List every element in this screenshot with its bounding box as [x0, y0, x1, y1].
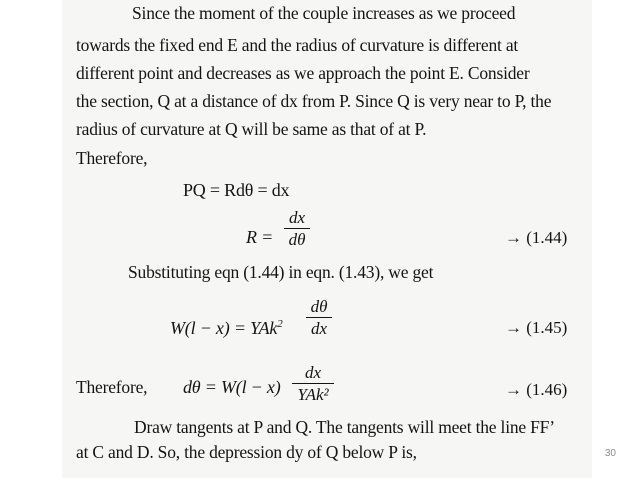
eq-144-fraction — [284, 208, 310, 249]
text-line: Since the moment of the couple increases as we proceed — [132, 3, 516, 23]
fraction-bar — [292, 383, 334, 384]
eq-146-numerator: dx — [304, 363, 322, 382]
eq-145-numerator: dθ — [310, 297, 328, 316]
therefore-label-2: Therefore, — [76, 377, 148, 397]
fraction-bar — [284, 228, 310, 229]
equation-pq: PQ = Rdθ = dx — [183, 180, 290, 200]
eq-146-number: → (1.46) — [505, 380, 568, 399]
eq-144-number: → (1.44) — [505, 228, 568, 247]
text-line: towards the fixed end E and the radius of curvature is different at — [76, 35, 519, 55]
eq-145-denominator: dx — [310, 319, 328, 338]
text-line: different point and decreases as we approach the point E. Consider — [76, 63, 530, 83]
therefore-label: Therefore, — [76, 148, 148, 168]
text-line: Draw tangents at P and Q. The tangents will meet the line FF’ — [134, 417, 555, 437]
text-line: at C and D. So, the depression dy of Q below P is, — [76, 442, 417, 462]
eq-145-lhs — [170, 314, 283, 338]
eq-146-lhs: dθ = W(l − x) — [183, 377, 281, 397]
eq-146-fraction — [292, 363, 334, 404]
eq-146-denominator: YAk² — [297, 385, 329, 404]
text-line: the section, Q at a distance of dx from P. Since Q is very near to P, the — [76, 91, 552, 111]
eq-145-fraction — [306, 297, 332, 338]
eq-144-numerator: dx — [288, 208, 306, 227]
fraction-bar — [306, 317, 332, 318]
eq-145-number: → (1.45) — [505, 318, 568, 337]
text-line: radius of curvature at Q will be same as that of at P. — [76, 119, 427, 139]
substituting-text: Substituting eqn (1.44) in eqn. (1.43), we get — [128, 262, 434, 282]
eq-144-lhs: R = — [246, 227, 274, 247]
slide-number: 30 — [604, 448, 616, 459]
eq-145-lhs-text: W(l − x) = YAk — [170, 318, 278, 338]
eq-144-denominator: dθ — [288, 230, 306, 249]
eq-145-exponent: 2 — [277, 318, 283, 330]
